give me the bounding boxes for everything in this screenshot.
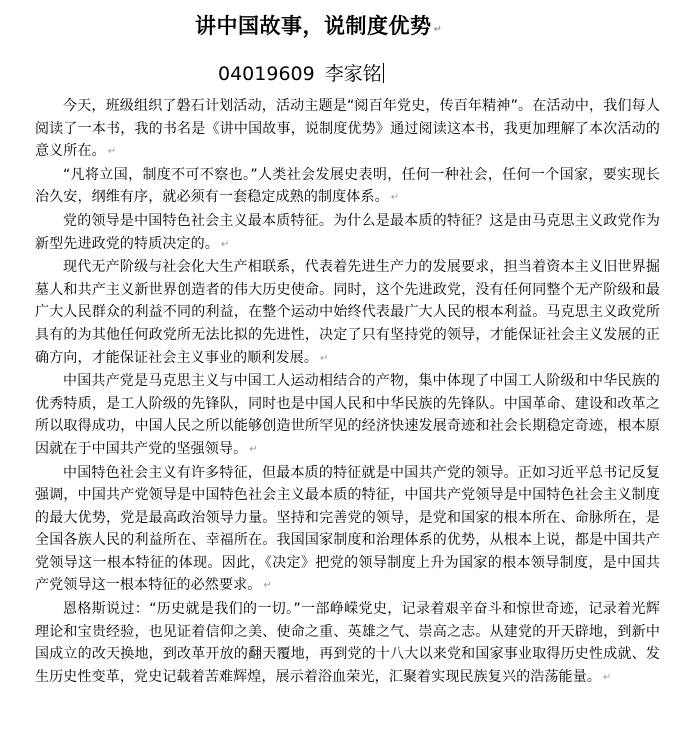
paragraph-mark-icon: ↵ [249, 443, 258, 455]
student-id: 04019609 [218, 63, 315, 85]
paragraph-mark-icon: ↵ [107, 146, 117, 158]
paragraph-1: 今天，班级组织了磐石计划活动，活动主题是“阅百年党史，传百年精神”。在活动中，我们每人阅读了一本书，我的书名是《讲中国故事，说制度优势》通过阅读这本书，我更加理解了本次活动的意义所在。 ↵ [35, 98, 660, 160]
paragraph-5: 中国共产党是马克思主义与中国工人运动相结合的产物，集中体现了中国工人阶级和中华民族的优秀特质，是工人阶级的先锋队，同时也是中国人民和中华民族的先锋队。中国革命、建设和改革之所以取得成功，中国人民之所以能够创造世所罕见的经济快速发展奇迹和社会长期稳定奇迹，根本原因就在于中国共产党的坚强领导。 ↵ [35, 373, 660, 457]
paragraph-mark-icon: ↵ [433, 24, 443, 35]
paragraph-mark-icon: ↵ [390, 192, 400, 204]
paragraph-mark-icon: ↵ [320, 352, 329, 364]
paragraph-mark-icon: ↵ [603, 671, 612, 683]
document-body[interactable] [35, 95, 660, 689]
paragraph-4: 现代无产阶级与社会化大生产相联系，代表着先进生产力的发展要求，担当着资本主义旧世界掘墓人和共产主义新世界创造者的伟大历史使命。同时，这个先进政党，没有任何同整个无产阶级和最广大人民群众的利益不同的利益，在整个运动中始终代表最广大人民的根本利益。马克思主义政党所具有的为其他任何政党所无法比拟的先进性，决定了只有坚持党的领导，才能保证社会主义发展的正确方向，才能保证社会主义事业的顺利发展。 ↵ [35, 259, 660, 366]
title-text: 讲中国故事，说制度优势 [195, 14, 432, 38]
author-line [218, 59, 384, 86]
paragraph-mark-icon: ↵ [263, 580, 272, 592]
text-cursor-icon[interactable] [383, 63, 384, 83]
document-title [195, 10, 442, 40]
author-name: 李家铭 [324, 63, 382, 85]
paragraph-6: 中国特色社会主义有许多特征，但最本质的特征就是中国共产党的领导。正如习近平总书记反复强调，中国共产党领导是中国特色社会主义最本质的特征，中国共产党领导是中国特色社会主义制度的最大优势，党是最高政治领导力量。坚持和完善党的领导，是党和国家的根本所在、命脉所在，是全国各族人民的利益所在、幸福所在。我国国家制度和治理体系的优势，从根本上说，都是中国共产党领导这一根本特征的体现。因此，《决定》把党的领导制度上升为国家的根本领导制度，是中国共产党领导这一根本特征的必然要求。 ↵ [35, 464, 660, 594]
paragraph-3: 党的领导是中国特色社会主义最本质特征。为什么是最本质的特征？这是由马克思主义政党作为新型先进政党的特质决定的。 ↵ [35, 212, 660, 252]
paragraph-7: 恩格斯说过：“历史就是我们的一切。”一部峥嵘党史，记录着艰辛奋斗和惊世奇迹，记录着光辉理论和宝贵经验，也见证着信仰之美、使命之重、英雄之气、崇高之志。从建党的开天辟地，到新中国成立的改天换地，到改革开放的翻天覆地，再到党的十八大以来党和国家事业取得历史性成就、发生历史性变革，党史记载着苦难辉煌，展示着浴血荣光，汇聚着实现民族复兴的浩荡能量。 ↵ [35, 601, 660, 685]
paragraph-2: “凡将立国，制度不可不察也。”人类社会发展史表明，任何一种社会，任何一个国家，要实现长治久安，纲维有序，就必须有一套稳定成熟的制度体系。 ↵ [35, 166, 660, 206]
paragraph-mark-icon: ↵ [220, 238, 230, 250]
